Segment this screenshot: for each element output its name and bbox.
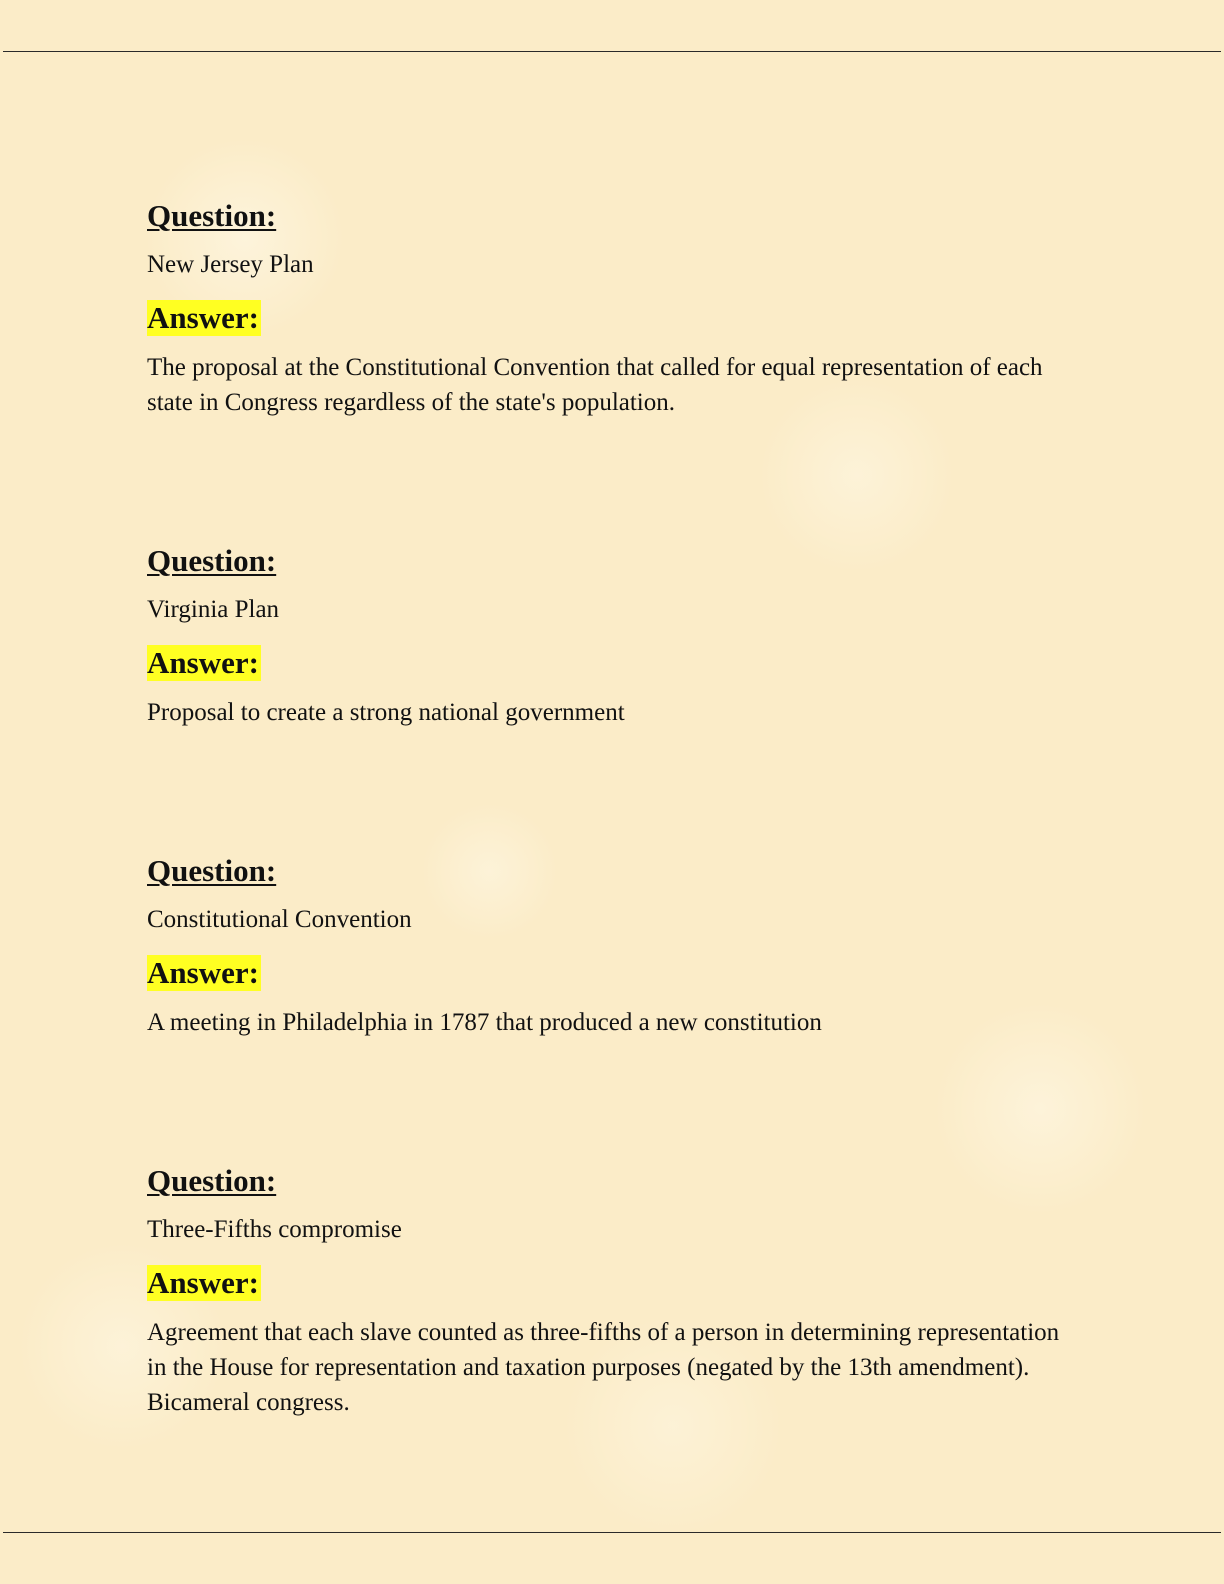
question-text: Three-Fifths compromise [147,1216,402,1243]
answer-text: A meeting in Philadelphia in 1787 that produced a new constitution [147,1009,822,1036]
footer-rule [3,1532,1221,1533]
flashcard [147,1163,1077,1420]
header-rule [3,51,1221,52]
flashcard [147,198,1077,420]
question-heading: Question: [147,853,277,888]
answer-text: The proposal at the Constitutional Convention that called for equal representation of each state in Congress regardless of the state's population. [147,354,1043,416]
question-text: Constitutional Convention [147,906,412,933]
answer-heading: Answer: [147,300,259,335]
answer-text: Agreement that each slave counted as three-fifths of a person in determining representation in the House for representation and taxation purposes (negated by the 13th amendment). Bicameral congress. [147,1319,1060,1416]
question-heading: Question: [147,1163,277,1198]
answer-heading: Answer: [147,1265,259,1300]
question-text: Virginia Plan [147,596,280,623]
question-heading: Question: [147,543,277,578]
question-text: New Jersey Plan [147,251,314,278]
question-heading: Question: [147,198,277,233]
flashcard [147,543,1077,730]
answer-text: Proposal to create a strong national government [147,699,625,726]
answer-heading: Answer: [147,645,259,680]
answer-heading: Answer: [147,955,259,990]
flashcard [147,853,1077,1040]
